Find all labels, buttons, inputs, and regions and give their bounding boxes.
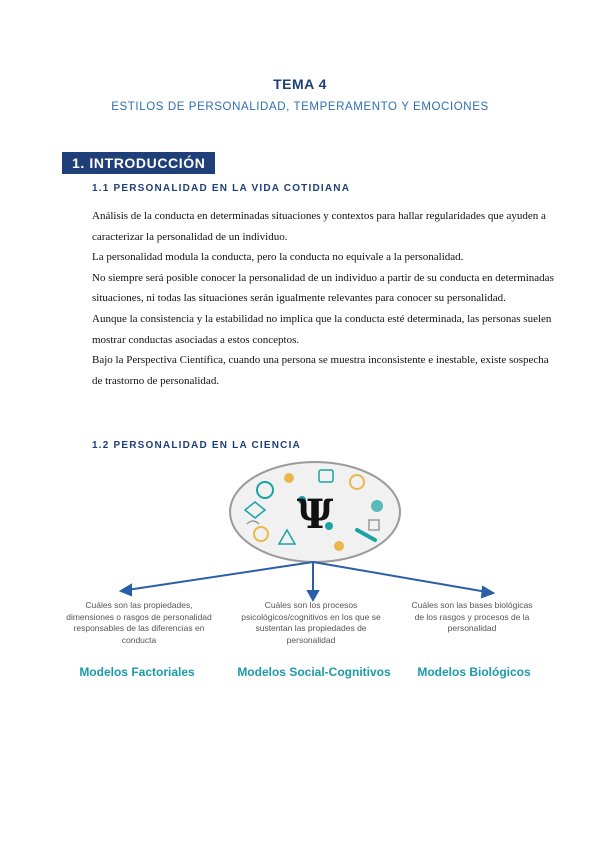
subsection-heading-1: 1.1 PERSONALIDAD EN LA VIDA COTIDIANA: [92, 183, 351, 194]
document-title: TEMA 4: [273, 76, 327, 92]
psychology-models-diagram: [57, 460, 543, 690]
paragraph: La personalidad modula la conducta, pero la conducta no equivale a la personalidad.: [92, 251, 464, 264]
paragraph: No siempre será posible conocer la personalidad de un individuo a partir de su conducta en determinadas situaciones, ni todas las situaciones serán igualmente relevantes para conocer su personalidad.: [92, 271, 554, 305]
paragraph: Aunque la consistencia y la estabilidad no implica que la conducta esté determinada, las personas suelen mostrar conductas asociadas a estos conceptos.: [92, 312, 552, 346]
diagram-graphic: [57, 460, 543, 690]
paragraph: Análisis de la conducta en determinadas situaciones y contextos para hallar regularidades que ayuden a caracterizar la personalidad de un individuo.: [92, 210, 546, 243]
branch-question-biological: Cuáles son las bases biológicas de los rasgos y procesos de la personalidad: [411, 600, 533, 634]
paragraph: Bajo la Perspectiva Científica, cuando una persona se muestra inconsistente e inestable, existe sospecha de trastorno de personalidad.: [92, 354, 549, 387]
branch-question-social-cognitive: Cuáles son los procesos psicológicos/cognitivos en los que se sustentan las propiedades de personalidad: [241, 600, 381, 645]
branch-question-factorial: Cuáles son las propiedades, dimensiones o rasgos de personalidad responsables de las diferencias en conducta: [66, 600, 212, 645]
section-heading: 1. INTRODUCCIÓN: [62, 152, 215, 174]
model-social-cognitive-label: Modelos Social-Cognitivos: [237, 665, 391, 679]
document-subtitle: ESTILOS DE PERSONALIDAD, TEMPERAMENTO Y EMOCIONES: [111, 101, 489, 113]
model-factorial-label: Modelos Factoriales: [79, 665, 195, 679]
body-text: [92, 206, 554, 391]
branch-arrows: [121, 562, 493, 600]
subsection-heading-2: 1.2 PERSONALIDAD EN LA CIENCIA: [92, 440, 301, 451]
model-biological-label: Modelos Biológicos: [417, 665, 531, 679]
psi-symbol-icon: Ψ: [296, 491, 334, 538]
